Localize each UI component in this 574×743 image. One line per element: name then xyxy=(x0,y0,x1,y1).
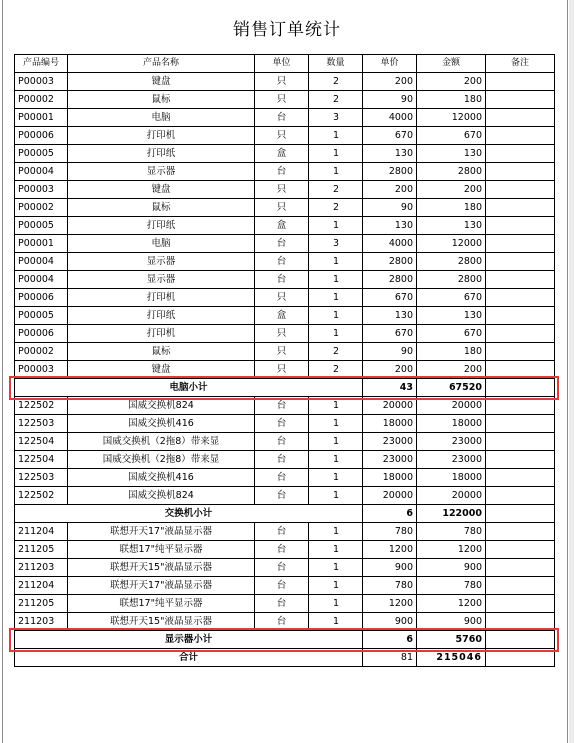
product-name-cell: 联想开天17"液晶显示器 xyxy=(68,523,255,541)
unit-cell: 只 xyxy=(255,127,309,145)
amount-cell: 670 xyxy=(417,127,486,145)
header-qty: 数量 xyxy=(309,55,363,73)
product-name-cell: 鼠标 xyxy=(68,91,255,109)
amount-cell: 200 xyxy=(417,181,486,199)
remark-cell xyxy=(486,469,555,487)
product-code-cell: 211205 xyxy=(15,595,68,613)
subtotal-amount: 5760 xyxy=(417,631,486,649)
remark-cell xyxy=(486,451,555,469)
unit-price-cell: 200 xyxy=(363,73,417,91)
product-name-cell: 国威交换机824 xyxy=(68,487,255,505)
quantity-cell: 2 xyxy=(309,181,363,199)
header-amount: 金额 xyxy=(417,55,486,73)
amount-cell: 130 xyxy=(417,145,486,163)
quantity-cell: 1 xyxy=(309,289,363,307)
grand-total-label: 合计 xyxy=(15,649,363,667)
table-row xyxy=(15,289,555,307)
product-name-cell: 键盘 xyxy=(68,361,255,379)
quantity-cell: 1 xyxy=(309,271,363,289)
unit-cell: 台 xyxy=(255,271,309,289)
quantity-cell: 2 xyxy=(309,343,363,361)
table-row xyxy=(15,559,555,577)
table-row xyxy=(15,109,555,127)
product-name-cell: 打印机 xyxy=(68,127,255,145)
unit-price-cell: 4000 xyxy=(363,109,417,127)
table-row xyxy=(15,73,555,91)
unit-cell: 盒 xyxy=(255,145,309,163)
product-name-cell: 电脑 xyxy=(68,235,255,253)
amount-cell: 180 xyxy=(417,343,486,361)
table-row xyxy=(15,235,555,253)
subtotal-label: 交换机小计 xyxy=(15,505,363,523)
product-name-cell: 显示器 xyxy=(68,163,255,181)
remark-cell xyxy=(486,307,555,325)
product-name-cell: 键盘 xyxy=(68,181,255,199)
table-row xyxy=(15,163,555,181)
unit-cell: 台 xyxy=(255,595,309,613)
quantity-cell: 1 xyxy=(309,253,363,271)
remark-cell xyxy=(486,397,555,415)
unit-price-cell: 130 xyxy=(363,217,417,235)
product-code-cell: P00006 xyxy=(15,289,68,307)
amount-cell: 780 xyxy=(417,523,486,541)
unit-cell: 只 xyxy=(255,343,309,361)
unit-price-cell: 2800 xyxy=(363,271,417,289)
table-row xyxy=(15,469,555,487)
quantity-cell: 1 xyxy=(309,559,363,577)
remark-cell xyxy=(486,181,555,199)
table-row xyxy=(15,613,555,631)
unit-price-cell: 20000 xyxy=(363,397,417,415)
remark-cell xyxy=(486,235,555,253)
product-code-cell: P00006 xyxy=(15,127,68,145)
remark-cell xyxy=(486,109,555,127)
unit-cell: 只 xyxy=(255,73,309,91)
product-name-cell: 电脑 xyxy=(68,109,255,127)
product-code-cell: P00005 xyxy=(15,217,68,235)
header-remark: 备注 xyxy=(486,55,555,73)
product-code-cell: 211203 xyxy=(15,559,68,577)
header-row xyxy=(15,55,555,73)
amount-cell: 180 xyxy=(417,91,486,109)
quantity-cell: 1 xyxy=(309,307,363,325)
remark-cell xyxy=(486,379,555,397)
remark-cell xyxy=(486,343,555,361)
quantity-cell: 3 xyxy=(309,235,363,253)
report-title: 销售订单统计 xyxy=(233,20,341,40)
unit-price-cell: 18000 xyxy=(363,469,417,487)
header-code: 产品编号 xyxy=(15,55,68,73)
table-row xyxy=(15,523,555,541)
quantity-cell: 2 xyxy=(309,199,363,217)
remark-cell xyxy=(486,433,555,451)
quantity-cell: 1 xyxy=(309,577,363,595)
unit-cell: 盒 xyxy=(255,217,309,235)
amount-cell: 1200 xyxy=(417,595,486,613)
product-name-cell: 打印纸 xyxy=(68,217,255,235)
product-name-cell: 键盘 xyxy=(68,73,255,91)
amount-cell: 23000 xyxy=(417,451,486,469)
product-code-cell: 211204 xyxy=(15,523,68,541)
unit-price-cell: 90 xyxy=(363,343,417,361)
unit-cell: 台 xyxy=(255,541,309,559)
product-name-cell: 显示器 xyxy=(68,271,255,289)
product-code-cell: 122502 xyxy=(15,397,68,415)
product-code-cell: 122504 xyxy=(15,433,68,451)
table-row xyxy=(15,145,555,163)
remark-cell xyxy=(486,595,555,613)
remark-cell xyxy=(486,217,555,235)
table-row xyxy=(15,433,555,451)
product-name-cell: 国威交换机824 xyxy=(68,397,255,415)
remark-cell xyxy=(486,91,555,109)
unit-price-cell: 18000 xyxy=(363,415,417,433)
amount-cell: 670 xyxy=(417,325,486,343)
table-row xyxy=(15,361,555,379)
product-code-cell: 211204 xyxy=(15,577,68,595)
product-code-cell: P00004 xyxy=(15,271,68,289)
product-code-cell: P00003 xyxy=(15,181,68,199)
quantity-cell: 1 xyxy=(309,595,363,613)
unit-price-cell: 130 xyxy=(363,307,417,325)
subtotal-row xyxy=(15,505,555,523)
unit-price-cell: 780 xyxy=(363,577,417,595)
unit-cell: 台 xyxy=(255,487,309,505)
unit-cell: 台 xyxy=(255,109,309,127)
amount-cell: 2800 xyxy=(417,163,486,181)
unit-price-cell: 2800 xyxy=(363,163,417,181)
quantity-cell: 1 xyxy=(309,541,363,559)
product-name-cell: 打印机 xyxy=(68,289,255,307)
unit-cell: 台 xyxy=(255,397,309,415)
remark-cell xyxy=(486,325,555,343)
unit-cell: 只 xyxy=(255,289,309,307)
amount-cell: 12000 xyxy=(417,235,486,253)
quantity-cell: 1 xyxy=(309,451,363,469)
quantity-cell: 2 xyxy=(309,91,363,109)
unit-cell: 只 xyxy=(255,91,309,109)
remark-cell xyxy=(486,289,555,307)
sales-order-table xyxy=(14,54,555,667)
product-code-cell: P00004 xyxy=(15,163,68,181)
product-code-cell: P00002 xyxy=(15,343,68,361)
subtotal-quantity: 43 xyxy=(363,379,417,397)
product-code-cell: P00004 xyxy=(15,253,68,271)
unit-cell: 只 xyxy=(255,325,309,343)
header-unit: 单位 xyxy=(255,55,309,73)
amount-cell: 130 xyxy=(417,217,486,235)
remark-cell xyxy=(486,73,555,91)
unit-price-cell: 900 xyxy=(363,613,417,631)
unit-cell: 台 xyxy=(255,415,309,433)
unit-cell: 台 xyxy=(255,613,309,631)
product-code-cell: 211203 xyxy=(15,613,68,631)
quantity-cell: 1 xyxy=(309,613,363,631)
product-name-cell: 打印纸 xyxy=(68,307,255,325)
subtotal-label: 电脑小计 xyxy=(15,379,363,397)
amount-cell: 20000 xyxy=(417,487,486,505)
quantity-cell: 1 xyxy=(309,523,363,541)
unit-cell: 台 xyxy=(255,451,309,469)
product-name-cell: 显示器 xyxy=(68,253,255,271)
remark-cell xyxy=(486,631,555,649)
quantity-cell: 3 xyxy=(309,109,363,127)
unit-price-cell: 20000 xyxy=(363,487,417,505)
subtotal-amount: 67520 xyxy=(417,379,486,397)
unit-cell: 台 xyxy=(255,235,309,253)
amount-cell: 18000 xyxy=(417,415,486,433)
product-name-cell: 国威交换机（2拖8）带来显 xyxy=(68,433,255,451)
product-code-cell: P00002 xyxy=(15,199,68,217)
unit-price-cell: 200 xyxy=(363,361,417,379)
table-row xyxy=(15,541,555,559)
unit-cell: 台 xyxy=(255,163,309,181)
remark-cell xyxy=(486,163,555,181)
page-shadow xyxy=(569,0,574,743)
remark-cell xyxy=(486,127,555,145)
amount-cell: 180 xyxy=(417,199,486,217)
quantity-cell: 1 xyxy=(309,487,363,505)
amount-cell: 670 xyxy=(417,289,486,307)
unit-cell: 台 xyxy=(255,469,309,487)
product-code-cell: P00003 xyxy=(15,361,68,379)
subtotal-amount: 122000 xyxy=(417,505,486,523)
unit-price-cell: 1200 xyxy=(363,595,417,613)
table-row xyxy=(15,199,555,217)
remark-cell xyxy=(486,361,555,379)
grand-total-quantity: 81 xyxy=(363,649,417,667)
unit-price-cell: 200 xyxy=(363,181,417,199)
table-row xyxy=(15,343,555,361)
product-code-cell: 122502 xyxy=(15,487,68,505)
table-row xyxy=(15,271,555,289)
amount-cell: 1200 xyxy=(417,541,486,559)
remark-cell xyxy=(486,415,555,433)
unit-price-cell: 670 xyxy=(363,289,417,307)
remark-cell xyxy=(486,487,555,505)
remark-cell xyxy=(486,613,555,631)
subtotal-quantity: 6 xyxy=(363,631,417,649)
quantity-cell: 1 xyxy=(309,217,363,235)
unit-price-cell: 670 xyxy=(363,127,417,145)
product-code-cell: P00005 xyxy=(15,307,68,325)
unit-cell: 盒 xyxy=(255,307,309,325)
product-name-cell: 打印纸 xyxy=(68,145,255,163)
unit-price-cell: 90 xyxy=(363,91,417,109)
table-row xyxy=(15,217,555,235)
unit-price-cell: 2800 xyxy=(363,253,417,271)
product-code-cell: P00005 xyxy=(15,145,68,163)
remark-cell xyxy=(486,649,555,667)
grand-total-row xyxy=(15,649,555,667)
product-name-cell: 联想开天15"液晶显示器 xyxy=(68,613,255,631)
amount-cell: 2800 xyxy=(417,271,486,289)
table-row xyxy=(15,307,555,325)
quantity-cell: 1 xyxy=(309,469,363,487)
unit-price-cell: 130 xyxy=(363,145,417,163)
amount-cell: 12000 xyxy=(417,109,486,127)
product-code-cell: 122504 xyxy=(15,451,68,469)
product-code-cell: 122503 xyxy=(15,469,68,487)
quantity-cell: 1 xyxy=(309,145,363,163)
product-name-cell: 国威交换机416 xyxy=(68,415,255,433)
unit-price-cell: 780 xyxy=(363,523,417,541)
remark-cell xyxy=(486,199,555,217)
quantity-cell: 1 xyxy=(309,397,363,415)
quantity-cell: 2 xyxy=(309,361,363,379)
remark-cell xyxy=(486,541,555,559)
unit-price-cell: 4000 xyxy=(363,235,417,253)
subtotal-row xyxy=(15,379,555,397)
product-name-cell: 鼠标 xyxy=(68,343,255,361)
product-name-cell: 联想开天15"液晶显示器 xyxy=(68,559,255,577)
product-name-cell: 联想17"纯平显示器 xyxy=(68,541,255,559)
amount-cell: 2800 xyxy=(417,253,486,271)
product-code-cell: P00003 xyxy=(15,73,68,91)
quantity-cell: 1 xyxy=(309,163,363,181)
product-code-cell: P00001 xyxy=(15,109,68,127)
quantity-cell: 1 xyxy=(309,415,363,433)
unit-price-cell: 1200 xyxy=(363,541,417,559)
unit-cell: 台 xyxy=(255,559,309,577)
remark-cell xyxy=(486,559,555,577)
product-name-cell: 联想开天17"液晶显示器 xyxy=(68,577,255,595)
unit-cell: 台 xyxy=(255,577,309,595)
table-body xyxy=(15,73,555,667)
amount-cell: 130 xyxy=(417,307,486,325)
table-row xyxy=(15,325,555,343)
table-row xyxy=(15,487,555,505)
remark-cell xyxy=(486,271,555,289)
subtotal-row xyxy=(15,631,555,649)
unit-cell: 台 xyxy=(255,433,309,451)
remark-cell xyxy=(486,523,555,541)
product-name-cell: 联想17"纯平显示器 xyxy=(68,595,255,613)
unit-price-cell: 900 xyxy=(363,559,417,577)
product-code-cell: P00001 xyxy=(15,235,68,253)
table-row xyxy=(15,595,555,613)
table-row xyxy=(15,397,555,415)
quantity-cell: 1 xyxy=(309,433,363,451)
product-name-cell: 打印机 xyxy=(68,325,255,343)
product-code-cell: 211205 xyxy=(15,541,68,559)
unit-cell: 台 xyxy=(255,523,309,541)
remark-cell xyxy=(486,145,555,163)
table-row xyxy=(15,253,555,271)
amount-cell: 200 xyxy=(417,73,486,91)
product-name-cell: 鼠标 xyxy=(68,199,255,217)
unit-cell: 只 xyxy=(255,199,309,217)
unit-cell: 台 xyxy=(255,253,309,271)
subtotal-quantity: 6 xyxy=(363,505,417,523)
remark-cell xyxy=(486,505,555,523)
header-price: 单价 xyxy=(363,55,417,73)
amount-cell: 20000 xyxy=(417,397,486,415)
unit-price-cell: 90 xyxy=(363,199,417,217)
grand-total-amount: 215046 xyxy=(417,649,486,667)
table-row xyxy=(15,415,555,433)
amount-cell: 23000 xyxy=(417,433,486,451)
quantity-cell: 1 xyxy=(309,127,363,145)
table-row xyxy=(15,181,555,199)
remark-cell xyxy=(486,253,555,271)
product-name-cell: 国威交换机416 xyxy=(68,469,255,487)
header-name: 产品名称 xyxy=(68,55,255,73)
quantity-cell: 2 xyxy=(309,73,363,91)
subtotal-label: 显示器小计 xyxy=(15,631,363,649)
product-name-cell: 国威交换机（2拖8）带来显 xyxy=(68,451,255,469)
amount-cell: 780 xyxy=(417,577,486,595)
remark-cell xyxy=(486,577,555,595)
table-row xyxy=(15,577,555,595)
amount-cell: 900 xyxy=(417,559,486,577)
unit-price-cell: 23000 xyxy=(363,451,417,469)
quantity-cell: 1 xyxy=(309,325,363,343)
unit-cell: 只 xyxy=(255,181,309,199)
table-row xyxy=(15,91,555,109)
table-row xyxy=(15,127,555,145)
amount-cell: 900 xyxy=(417,613,486,631)
amount-cell: 18000 xyxy=(417,469,486,487)
unit-price-cell: 23000 xyxy=(363,433,417,451)
unit-cell: 只 xyxy=(255,361,309,379)
table-row xyxy=(15,451,555,469)
amount-cell: 200 xyxy=(417,361,486,379)
product-code-cell: P00002 xyxy=(15,91,68,109)
unit-price-cell: 670 xyxy=(363,325,417,343)
product-code-cell: 122503 xyxy=(15,415,68,433)
product-code-cell: P00006 xyxy=(15,325,68,343)
